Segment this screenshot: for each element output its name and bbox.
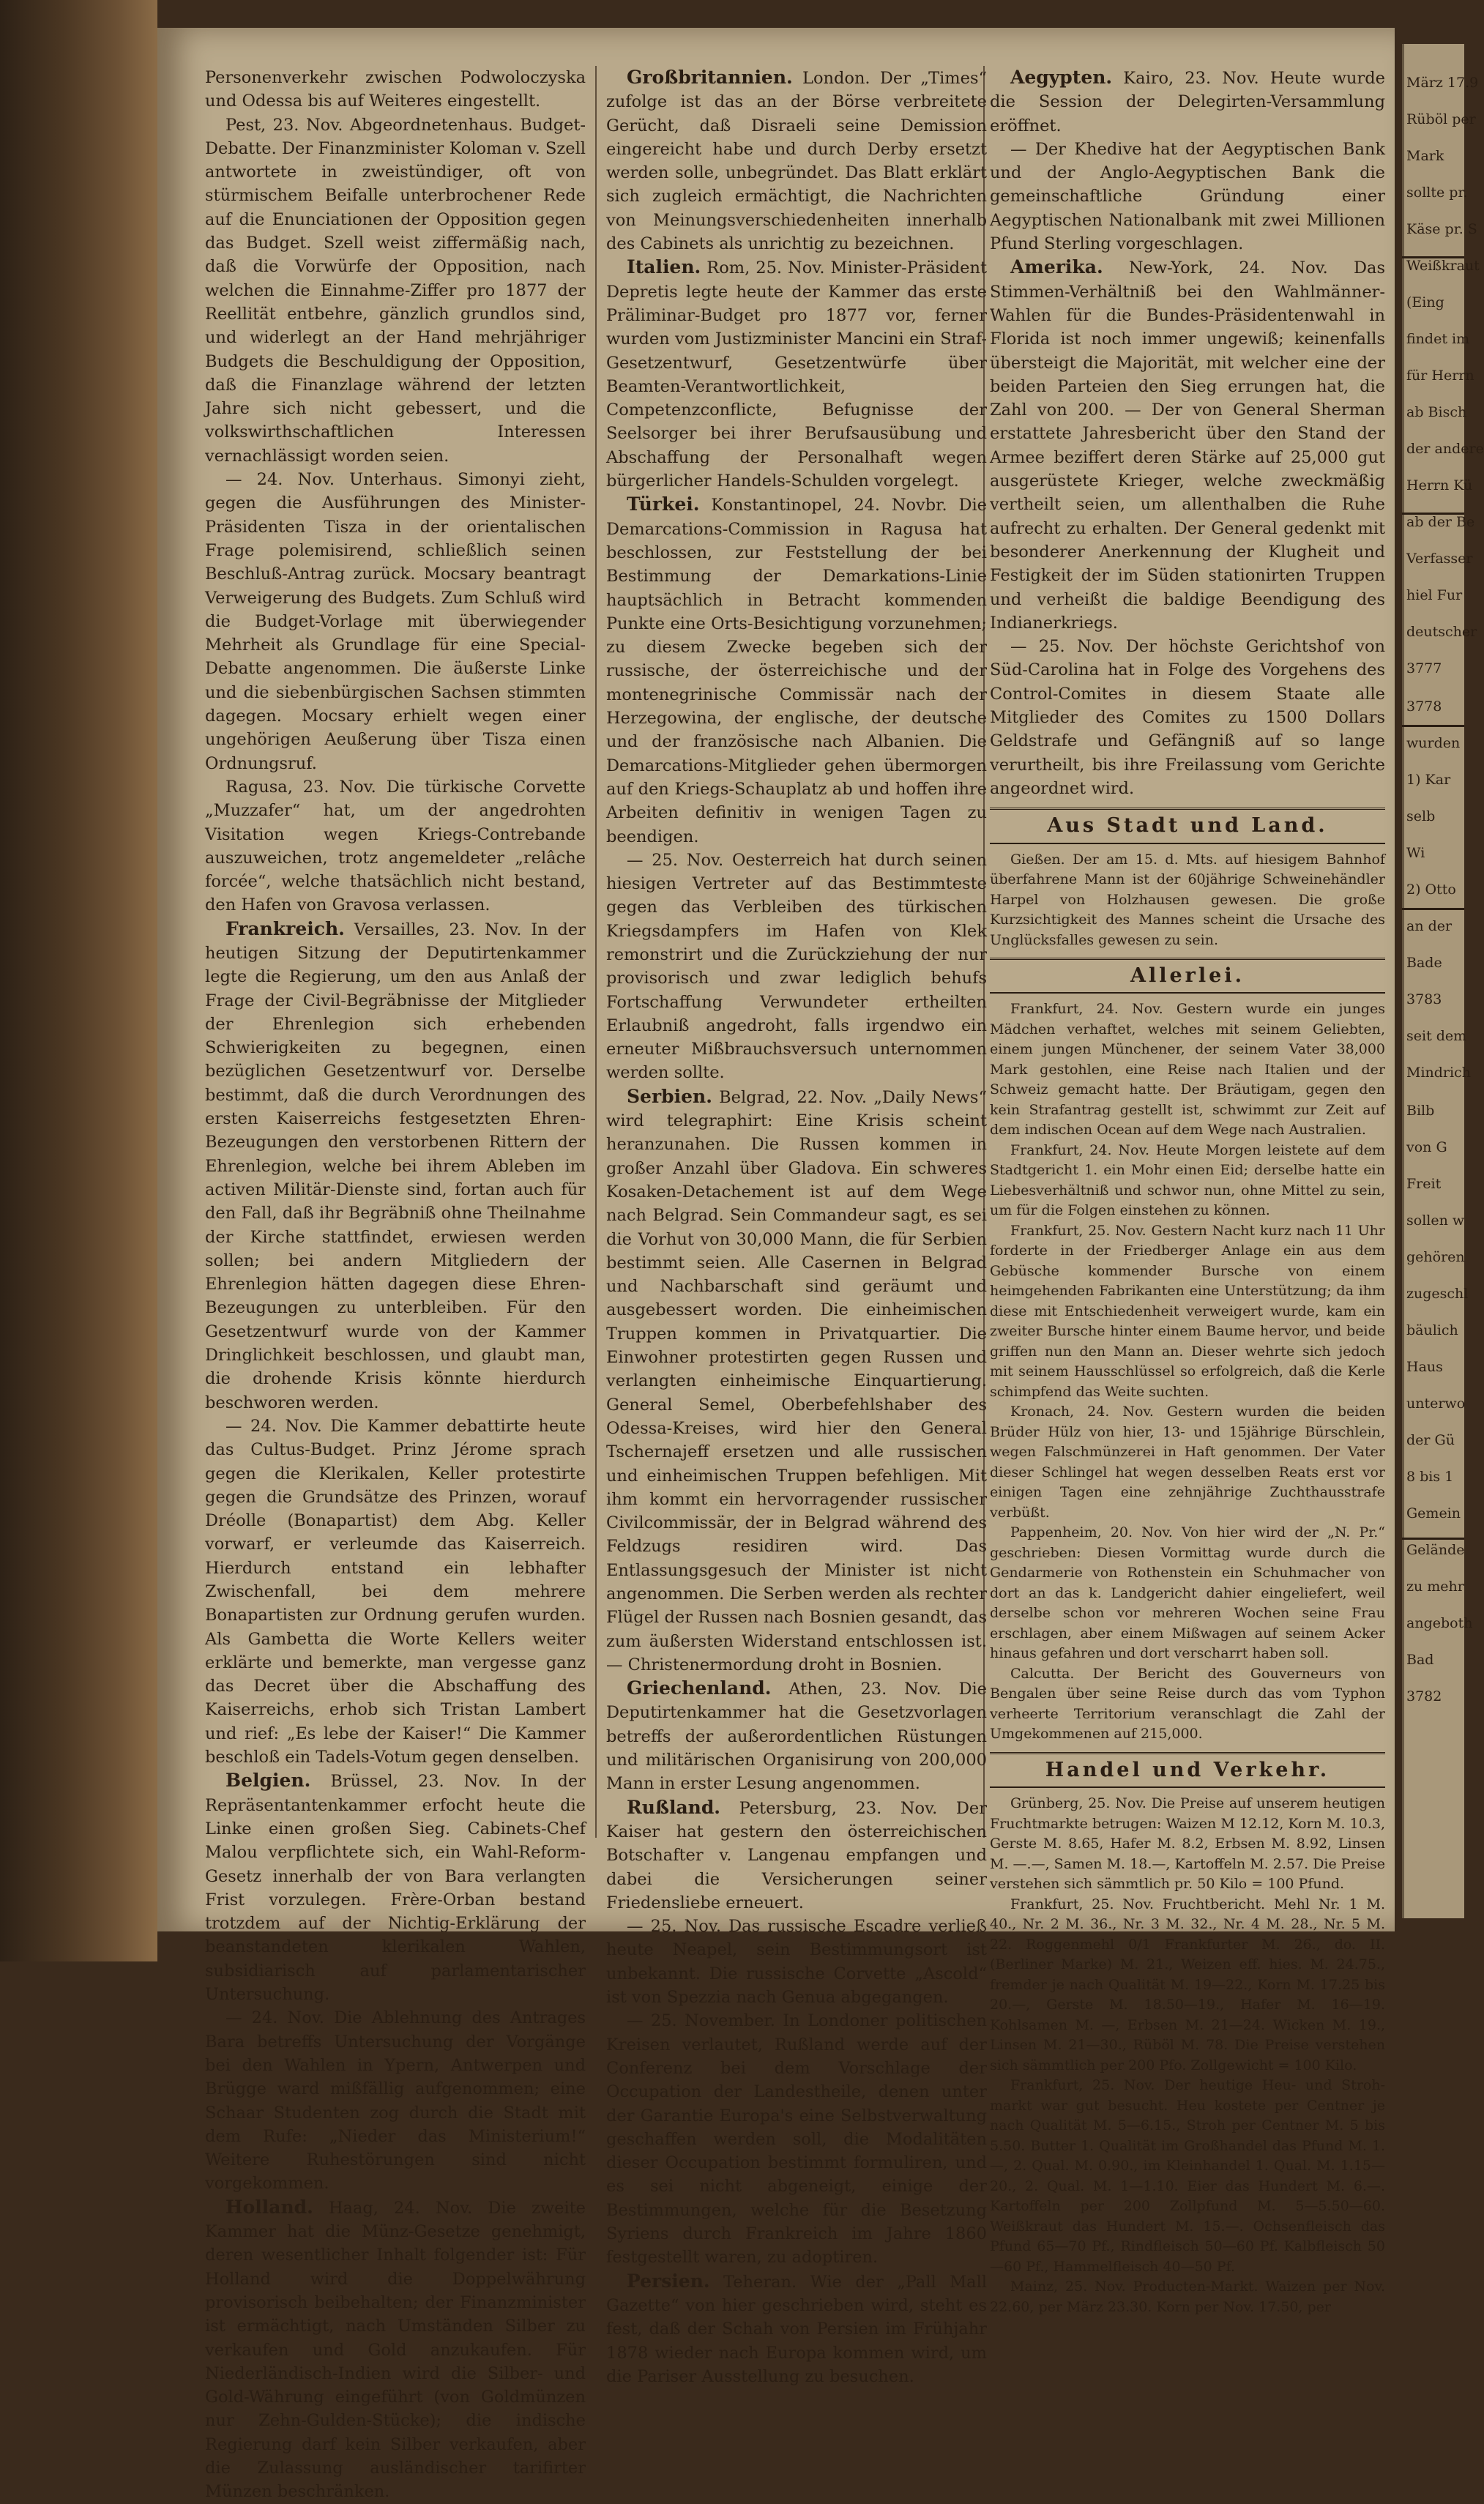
next-page-fragment: Gelände: [1406, 1542, 1465, 1558]
article-text: Mainz, 25. Nov. Producten-Markt. Waizen per Nov. 22.60, per März 23.30. Korn per Nov. 17.50, per: [990, 2278, 1385, 2315]
next-page-fragment: 3777: [1406, 660, 1442, 677]
next-page-fragment: (Eing: [1406, 294, 1444, 310]
country-heading: Holland.: [225, 2196, 313, 2218]
article-grossbritannien: [606, 66, 987, 256]
article-text: Rom, 25. Nov. Minister-Präsident Depretis legte heute der Kammer das erste Präliminar-Budget pro 1877 vor, ferner wurden vom Justizminister Mancini ein Straf-Gesetzentwurf, Gesetzentwürfe über Beamten-Verantwortlichkeit, Competenzconflicte, Befugnisse der Seelsorger bei ihrer Berufsausübung und Abschaffung der Personalhaft wegen bürgerlicher Handels-Schulden vorgelegt.: [606, 258, 987, 491]
page-edge-divider: [1402, 1538, 1464, 1540]
next-page-fragment: 3783: [1406, 991, 1442, 1007]
next-page-fragment: zugeschl: [1406, 1286, 1469, 1302]
next-page-fragment: Herrn Kü: [1406, 477, 1473, 493]
article-text: Frankfurt, 24. Nov. Gestern wurde ein junges Mädchen verhaftet, welches mit seinem Geliebten, einem jungen Münchener, der seinem Vater 38,000 Mark gestohlen, eine Reise nach Italien und der Schweiz gemacht hatte. Der Bräutigam, gegen den kein Strafantrag gestellt ist, schwimmt zur Zeit auf dem indischen Ocean auf dem Wege nach Australien.: [990, 1001, 1385, 1139]
article-text: Haag, 24. Nov. Die zweite Kammer hat die Münz-Gesetze genehmigt, deren wesentlicher Inhalt folgender ist: Für Holland wird die Doppelwährung provisorisch beibehalten; der Finanzminister ist ermächtigt, nach Umständen Silber zu verkaufen und Gold anzukaufen. Für Niederländisch-Indien wird die Silber- und Gold-Währung eingeführt (von Goldmünzen nur Zehn-Gulden-Stücke); die indische Regierung darf kein Silber verkaufen, aber die Zulassung ausländischer tarifirter Münzen beschränken.: [205, 2198, 586, 2502]
next-page-fragment: 3778: [1406, 698, 1442, 715]
article-text: Frankfurt, 25. Nov. Der heutige Heu- und Stroh-markt war gut besucht. Heu kostete per Centner je nach Qualität M. 5—6.15., Stroh per Centner M. 5 bis 5.50. Butter 1. Qualität im Großhandel das Pfund M. 1.—, 2. Qual. M. 0.90., im Kleinhandel 1. Qual. M. 1.15—20., 2. Qual. M. 1—1.10. Eier das Hundert M. 6.—. Kartoffeln per 200 Zollpfund M. 5—5.50—60. Weißkraut das Hundert M. 15.—. Ochsenfleisch das Pfund 65—70 Pf., Rindfleisch 50—60 Pf. Kalbfleisch 50—60 Pf., Hammelfleisch 40—50 Pf.: [990, 2077, 1385, 2275]
next-page-fragment: Gemein: [1406, 1505, 1461, 1521]
next-page-fragment: 2) Otto: [1406, 882, 1456, 898]
next-page-fragment: Rüböl per: [1406, 111, 1476, 127]
article-text: — 25. Nov. Das russische Escadre verließ heute Neapel, sein Bestimmungsort ist unbekannt. Die russische Corvette „Ascold“ ist von Spezzia nach Genua abgegangen.: [606, 1917, 987, 2008]
page-edge-divider: [1402, 908, 1464, 910]
next-page-fragment: ab Bisch: [1406, 404, 1467, 420]
article-text: Frankfurt, 25. Nov. Gestern Nacht kurz nach 11 Uhr forderte in der Friedberger Anlage ein aus dem Gebüsche kommender Bursche von einem heimgehenden Fabrikanten eine Unterstützung; da ihm diese mit Entschiedenheit verweigert wurde, kam ein zweiter Bursche hinter einem Baume hervor, und beide griffen nun den Mann an. Dieser wehrte sich jedoch mit seinem Hausschlüssel so erfolgreich, daß die Kerle schimpfend das Weite suchten.: [990, 1222, 1385, 1400]
section-heading-stadt-und-land: Aus Stadt und Land.: [990, 808, 1385, 843]
article-text: — 24. Nov. Unterhaus. Simonyi zieht, gegen die Ausführungen des Minister-Präsidenten Tisza in der orientalischen Frage polemisirend, schließlich seinen Beschluß-Antrag zurück. Mocsary beantragt Verweigerung des Budgets. Zum Schluß wird die Budget-Vorlage mit überwiegender Mehrheit als Grundlage für eine Special-Debatte angenommen. Die äußerste Linke und die siebenbürgischen Sachsen stimmten dagegen. Mocsary erhielt wegen einer ungehörigen Aeußerung über Tisza einen Ordnungsruf.: [205, 470, 586, 773]
article-text: Kairo, 23. Nov. Heute wurde die Session der Delegirten-Versammlung eröffnet.: [990, 69, 1385, 135]
section-heading-allerlei: Allerlei.: [990, 958, 1385, 994]
next-page-fragment: Wi: [1406, 845, 1425, 861]
next-page-fragment: unterwo: [1406, 1396, 1466, 1412]
article-serbien: [606, 1085, 987, 1677]
next-page-fragment: bäulich: [1406, 1322, 1458, 1338]
next-page-fragment: Mark: [1406, 148, 1444, 164]
article-tuerkei: [606, 493, 987, 848]
next-page-fragment: sollen w: [1406, 1212, 1465, 1229]
article-text: — 25. Nov. Der höchste Gerichtshof von Süd-Carolina hat in Folge des Vorgehens des Control-Comites in diesem Staate alle Mitglieder des Comites zu 1500 Dollars Geldstrafe und Gefängniß auf so lange verurtheilt, bis ihre Freilassung vom Gerichte angeordnet wird.: [990, 637, 1385, 798]
article-text: Pappenheim, 20. Nov. Von hier wird der „N. Pr.“ geschrieben: Diesen Vormittag wurde durch die Gendarmerie von Rothenstein ein Schuhmacher von dort an das k. Landgericht dahier eingeliefert, weil derselbe schon vor mehreren Wochen seine Frau erschlagen, aber einem Mißwagen auf seinem Acker hinaus gefahren und dort verscharrt haben soll.: [990, 1524, 1385, 1662]
next-page-fragment: 3782: [1406, 1688, 1442, 1704]
next-page-fragment: hiel Fur: [1406, 587, 1463, 603]
article-text: Athen, 23. Nov. Die Deputirtenkammer hat die Gesetzvorlagen betreffs der außerordentlichen Rüstungen und militärischen Organisirung von 200,000 Mann in erster Lesung angenommen.: [606, 1680, 987, 1794]
article-text: Petersburg, 23. Nov. Der Kaiser hat gestern den österreichischen Botschafter v. Langenau empfangen und dabei die Versicherungen seiner Friedensliebe erneuert.: [606, 1798, 987, 1912]
next-page-fragment: sollte pr.: [1406, 185, 1468, 201]
country-heading: Rußland.: [627, 1796, 721, 1818]
next-page-fragment: Haus: [1406, 1359, 1443, 1375]
article-holland: [205, 2196, 586, 2504]
article-text: Ragusa, 23. Nov. Die türkische Corvette „Muzzafer“ hat, um der angedrohten Visitation wegen Kriegs-Contrebande auszuweichen, trotz angemeldeter „relâche forcée“, welche thatsächlich nicht bestand, den Hafen von Gravosa verlassen.: [205, 777, 586, 915]
next-page-fragment: für Herrn: [1406, 368, 1474, 384]
column-3: [990, 66, 1385, 2315]
article-text: Brüssel, 23. Nov. In der Repräsentantenkammer erfocht heute die Linke einen großen Sieg. Cabinets-Chef Malou verpflichtete sich, ein Wahl-Reform-Gesetz innerhalb der von Bara verlangten Frist vorzulegen. Frère-Orban bestand trotzdem auf der Nichtig-Erklärung der beanstandeten klerikalen Wahlen, subsidiarisch auf parlamentarischer Untersuchung.: [205, 1772, 586, 2005]
next-page-fragment: zu mehr: [1406, 1579, 1464, 1595]
page-edge-rule: [1402, 44, 1404, 1918]
article-text: New-York, 24. Nov. Das Stimmen-Verhältniß bei den Wahlmänner-Wahlen für die Bundes-Präsidentenwahl in Florida ist noch immer ungewiß; keinenfalls übersteigt die Majorität, mit welcher eine der beiden Parteien den Sieg errungen hat, die Zahl von 200. — Der von General Sherman erstattete Jahresbericht über den Stand der Armee beziffert deren Stärke auf 25,000 gut ausgerüstete Krieger, welche zweckmäßig vertheilt seien, um allenthalben die Ruhe aufrecht zu erhalten. Der General gedenkt mit besonderer Anerkennung der Klugheit und Festigkeit der im Süden stationirten Truppen und verheißt die baldige Beendigung des Indianerkriegs.: [990, 258, 1385, 633]
next-page-fragment: März 17.9: [1406, 75, 1479, 91]
article-text: Konstantinopel, 24. Novbr. Die Demarcations-Commission in Ragusa hat beschlossen, zur Feststellung der bei Bestimmung der Demarkations-Linie hauptsächlich in Betracht kommenden Punkte eine Orts-Besichtigung vorzunehmen; zu diesem Zwecke begeben sich der russische, der österreichische und der montenegrinische Commissär nach der Herzegowina, der englische, der deutsche und der französische nach Albanien. Die Demarcations-Mitglieder gehen übermorgen auf den Kriegs-Schauplatz ab und hoffen ihre Arbeiten definitiv in wenigen Tagen zu beendigen.: [606, 496, 987, 846]
article-text: — 25. November. In Londoner politischen Kreisen verlautet, Rußland werde auf der Conferenz bei dem Vorschlage der Occupation der Landestheile, denen unter der Garantie Europa's eine Selbstverwaltung geschaffen werden soll, die Modalitäten dieser Occupation bestimmt formuliren, und es sei nicht abgeneigt, einige der Bestimmungen, welche für die Besetzung Syriens durch Frankreich im Jahre 1860 festgestellt waren, zu adoptiren.: [606, 2011, 987, 2268]
next-page-fragment: an der: [1406, 918, 1453, 934]
next-page-fragment: Bilb: [1406, 1103, 1435, 1119]
column-1: [205, 66, 586, 2502]
next-page-fragment: selb: [1406, 808, 1436, 824]
article-frankreich: [205, 917, 586, 1415]
next-page-fragment: ab der Be: [1406, 514, 1475, 530]
next-page-fragment: 8 bis 1: [1406, 1469, 1454, 1485]
country-heading: Türkei.: [627, 493, 700, 515]
article-persien: [606, 2270, 987, 2388]
country-heading: Amerika.: [1010, 256, 1103, 278]
page-edge-divider: [1402, 725, 1464, 727]
article-text: Frankfurt, 25. Nov. Fruchtbericht. Mehl Nr. 1 M. 40., Nr. 2 M. 36., Nr. 3 M. 32., Nr. 4 M. 28., Nr. 5 M. 22. Roggenmehl 0/1 Frankfurter M. 26., do. II. (Berliner Marke) M. 21., Weizen eff. hies. M. 24.75., fremder je nach Qualität M. 19—22., Korn M. 17.25 bis 20.—, Gerste M. 18.50—19., Hafer M. 16—19. Kohlsamen M. —, Erbsen M. 21—24. Wicken M. 19., Linsen M. 21—30., Rüböl M. 78. Die Preise verstehen sich sämmtlich per 200 Pfo. Zollgewicht = 100 Kilo.: [990, 1896, 1385, 2073]
column-rule: [595, 66, 597, 1838]
country-heading: Aegypten.: [1010, 67, 1113, 88]
country-heading: Italien.: [627, 256, 701, 278]
article-text: — Der Khedive hat der Aegyptischen Bank und der Anglo-Aegyptischen Bank die gemeinschaftliche Gründung einer Aegyptischen Nationalbank mit zwei Millionen Pfund Sterling vorgeschlagen.: [990, 139, 1385, 254]
next-page-fragment: deutscher: [1406, 624, 1477, 640]
article-text: — 25. Nov. Oesterreich hat durch seinen hiesigen Vertreter auf das Bestimmteste gegen das Verbleiben des türkischen Kriegsdampfers im Hafen von Klek remonstrirt und die Zurückziehung der nur provisorisch und zwar lediglich behufs Fortschaffung Verwundeter ertheilten Erlaubniß angedroht, falls irgendwo ein erneuter Mißbrauchsversuch unternommen werden sollte.: [606, 850, 987, 1083]
next-page-fragment: von G: [1406, 1139, 1447, 1155]
next-page-fragment: angeboth: [1406, 1615, 1473, 1631]
article-amerika: [990, 256, 1385, 635]
next-page-fragment: Käse pr. S: [1406, 221, 1477, 237]
article-text: Kronach, 24. Nov. Gestern wurden die beiden Brüder Hülz von hier, 13- und 15jährige Bürschlein, wegen Falschmünzerei in Haft genommen. Der Vater dieser Schlingel hat wegen desselben Reats erst vor einigen Tagen eine zehnjährige Zuchthausstrafe verbüßt.: [990, 1404, 1385, 1521]
country-heading: Griechenland.: [627, 1677, 772, 1699]
country-heading: Serbien.: [627, 1085, 712, 1107]
article-text: Versailles, 23. Nov. In der heutigen Sitzung der Deputirtenkammer legte die Regierung, um den aus Anlaß der Frage der Civil-Begräbnisse der Mitglieder der Ehrenlegion sich erhebenden Schwierigkeiten zu begegnen, einen bezüglichen Gesetzentwurf vor. Derselbe bestimmt, daß die durch Verordnungen des ersten Kaiserreichs festgesetzten Ehren-Bezeugungen den verstorbenen Rittern der Ehrenlegion, welche bei ihrem Ableben im activen Militär-Dienste sind, fortan auch für den Fall, daß ihr Begräbniß ohne Theilnahme der Kirche stattfindet, erwiesen werden sollen; bei andern Mitgliedern der Ehrenlegion hätten dagegen diese Ehren-Bezeugungen zu unterbleiben. Für den Gesetzentwurf wurde von der Kammer Dringlichkeit beschlossen, und glaubt man, die drohende Krisis könnte hierdurch beschworen werden.: [205, 920, 586, 1412]
next-page-fragment: Mindrich: [1406, 1065, 1471, 1081]
book-spine: [0, 0, 157, 1961]
article-belgien: [205, 1769, 586, 2006]
next-page-fragment: Bad: [1406, 1652, 1434, 1668]
column-2: [606, 66, 987, 2386]
article-text: — 24. Nov. Die Ablehnung des Antrages Bara betreffs Untersuchung der Vorgänge bei den Wahlen in Ypern, Antwerpen und Brügge ward mißfällig aufgenommen; eine Schaar Studenten zog durch die Stadt mit dem Rufe: „Nieder das Ministerium!“ Weitere Ruhestörungen sind nicht vorgekommen.: [205, 2008, 586, 2194]
country-heading: Belgien.: [225, 1770, 311, 1792]
article-text: Personenverkehr zwischen Podwoloczyska und Odessa bis auf Weiteres eingestellt.: [205, 68, 586, 111]
next-page-edge: [1402, 44, 1484, 1918]
article-text: Pest, 23. Nov. Abgeordnetenhaus. Budget-Debatte. Der Finanzminister Koloman v. Szell antwortete in zweistündiger, oft von stürmischem Beifalle unterbrochener Rede auf die Enunciationen der Opposition gegen das Budget. Szell weist ziffermäßig nach, daß die Vorwürfe der Opposition, nach welchen die Einnahme-Ziffer pro 1877 der Reellität entbehre, gänzlich grundlos sind, und widerlegt an der Hand mehrjähriger Budgets die Beschuldigung der Opposition, daß die Finanzlage während der letzten Jahre sich nicht gebessert, und die volkswirthschaftlichen Interessen vernachlässigt worden seien.: [205, 115, 586, 466]
next-page-fragment: 1) Kar: [1406, 772, 1451, 788]
article-text: — 24. Nov. Die Kammer debattirte heute das Cultus-Budget. Prinz Jérome sprach gegen die Klerikalen, Keller protestirte gegen die Grundsätze des Prinzen, worauf Dréolle (Bonapartist) dem Abg. Keller vorwarf, er verleumde das Kaiserreich. Hierdurch entstand ein lebhafter Zwischenfall, bei dem mehrere Bonapartisten zur Ordnung gerufen wurden. Als Gambetta die Worte Kellers weiter erklärte und bemerkte, man vergesse ganz das Decret über die Abschaffung des Kaiserreichs, erhob sich Tristan Lambert und rief: „Es lebe der Kaiser!“ Die Kammer beschloß ein Tadels-Votum gegen denselben.: [205, 1416, 586, 1767]
next-page-fragment: Bade: [1406, 955, 1442, 971]
article-aegypten: [990, 66, 1385, 138]
article-italien: [606, 256, 987, 493]
article-text: Calcutta. Der Bericht des Gouverneurs von Bengalen über seine Reise durch das vom Typhon verheerte Territorium veranschlagt die Zahl der Umgekommenen auf 215,000.: [990, 1665, 1385, 1743]
article-text: London. Der „Times“ zufolge ist das an der Börse verbreitete Gerücht, daß Disraeli seine Demission eingereicht habe und durch Derby ersetzt werden solle, unbegründet. Das Blatt erklärt sich zugleich ermächtigt, die Nachrichten von Meinungsverschiedenheiten innerhalb des Cabinets als unrichtig zu bezeichnen.: [606, 69, 987, 254]
country-heading: Großbritannien.: [627, 67, 793, 88]
next-page-fragment: Weißkraut: [1406, 258, 1480, 274]
article-text: Gießen. Der am 15. d. Mts. auf hiesigem Bahnhof überfahrene Mann ist der 60jährige Schweinehändler Harpel von Holzhausen gewesen. Die große Kurzsichtigkeit des Mannes scheint die Ursache des Unglücksfalles gewesen zu sein.: [990, 851, 1385, 948]
next-page-fragment: wurden: [1406, 735, 1461, 751]
next-page-fragment: Freit: [1406, 1176, 1442, 1192]
article-russland: [606, 1796, 987, 1915]
next-page-fragment: seit dem: [1406, 1028, 1467, 1044]
next-page-fragment: findet im: [1406, 331, 1470, 347]
next-page-fragment: der andere: [1406, 441, 1484, 457]
next-page-fragment: der Gü: [1406, 1432, 1455, 1448]
article-text: Frankfurt, 24. Nov. Heute Morgen leistete auf dem Stadtgericht 1. ein Mohr einen Eid; derselbe hatte ein Liebesverhältniß und schwor nun, ohne Mittel zu sein, um für die Folgen einstehen zu können.: [990, 1141, 1385, 1219]
country-heading: Persien.: [627, 2270, 710, 2292]
article-text: Grünberg, 25. Nov. Die Preise auf unserem heutigen Fruchtmarkte betrugen: Waizen M 12.12, Korn M. 10.3, Gerste M. 8.65, Hafer M. 8.2, Erbsen M. 8.92, Linsen M. —.—, Samen M. 18.—, Kartoffeln M. 2.57. Die Preise verstehen sich sämmtlich pr. 50 Kilo = 100 Pfund.: [990, 1795, 1385, 1893]
article-text: Belgrad, 22. Nov. „Daily News“ wird telegraphirt: Eine Krisis scheint heranzunahen. Die Russen kommen in großer Anzahl über Gladova. Ein schweres Kosaken-Detachement ist auf dem Wege nach Belgrad. Sein Commandeur sagt, es sei die Vorhut von 30,000 Mann, die für Serbien bestimmt seien. Alle Casernen in Belgrad und Nachbarschaft sind geräumt und ausgebessert worden. Die einheimischen Truppen kommen in Privatquartier. Die Einwohner protestirten gegen Russen und verlangten einheimische Einquartierung. General Semel, Oberbefehlshaber des Odessa-Kreises, wird hier den General Tschernajeff ersetzen und alle russischen und einheimischen Truppen befehligen. Mit ihm kommt ein hervorragender russischer Civilcommissär, der in Belgrad während des Feldzugs residiren wird. Das Entlassungsgesuch der Minister ist nicht angenommen. Die Serben werden als rechter Flügel der Russen nach Bosnien gesandt, das zum äußersten Widerstand entschlossen ist. — Christenermordung droht in Bosnien.: [606, 1087, 987, 1674]
next-page-fragment: Verfasser: [1406, 551, 1473, 567]
article-text: Teheran. Wie der „Pall Mall Gazette“ von hier geschrieben wird, steht es fest, daß der Schah von Persien im Frühjahr 1878 wieder nach Europa kommen wird, um die Pariser Ausstellung zu besuchen.: [606, 2272, 987, 2386]
country-heading: Frankreich.: [225, 917, 345, 939]
section-heading-handel-und-verkehr: Handel und Verkehr.: [990, 1752, 1385, 1788]
article-griechenland: [606, 1677, 987, 1795]
next-page-fragment: gehören: [1406, 1249, 1465, 1265]
